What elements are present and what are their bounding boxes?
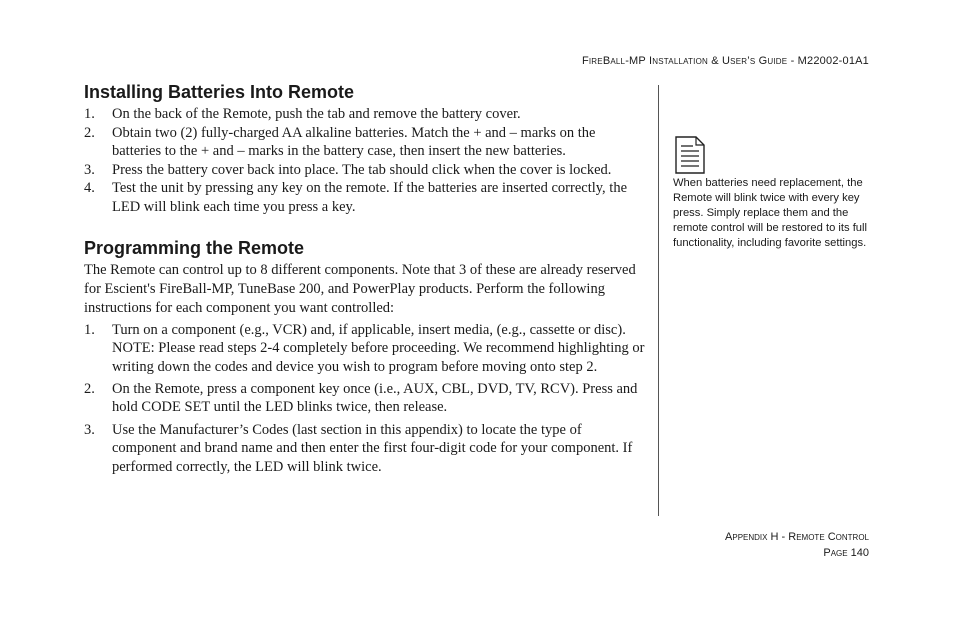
running-header: FireBall-MP Installation & User’s Guide - M22002-01A1 — [581, 55, 869, 67]
list-item — [84, 321, 646, 377]
list-item — [84, 380, 646, 417]
step-number: 4. — [84, 180, 95, 197]
programming-steps-list — [84, 321, 646, 477]
step-text: Use the Manufacturer’s Codes (last section in this appendix) to locate the type of component and brand name and then enter the first four-digit code for your component. If performed correctly, the LED will blink twice. — [112, 421, 633, 475]
section-intro: The Remote can control up to 8 different components. Note that 3 of these are already reserved for Escient's FireBall-MP, TuneBase 200, and PowerPlay products. Perform the following instructions for each component you want controlled: — [84, 261, 636, 316]
note-text: When batteries need replacement, the Remote will blink twice with every key press. Simply replace them and the remote control will be restored to its full functionality, including favorite settings. — [673, 177, 867, 249]
step-number: 3. — [84, 161, 95, 178]
list-item — [84, 124, 646, 161]
step-text: Obtain two (2) fully-charged AA alkaline batteries. Match the + and – marks on the batteries to the + and – marks in the battery case, then insert the new batteries. — [112, 124, 596, 160]
step-number: 3. — [84, 421, 95, 438]
step-number: 1. — [84, 106, 95, 122]
step-text: Press the battery cover back into place. The tab should click when the cover is locked. — [112, 161, 612, 178]
step-number: 2. — [84, 124, 95, 141]
list-item — [84, 179, 646, 216]
sidebar-note — [673, 136, 873, 251]
step-number: 1. — [84, 321, 95, 338]
note-icon — [675, 136, 705, 174]
step-text: Test the unit by pressing any key on the remote. If the batteries are inserted correctly, the LED will blink each time you press a key. — [112, 180, 628, 215]
list-item — [84, 161, 646, 180]
page-number: Page 140 — [823, 546, 869, 559]
column-divider — [658, 85, 659, 516]
list-item — [84, 421, 646, 477]
list-item — [84, 105, 646, 124]
battery-steps-list — [84, 105, 646, 217]
step-number: 2. — [84, 380, 95, 397]
section-heading-programming: Programming the Remote — [84, 237, 305, 258]
step-text: On the back of the Remote, push the tab and remove the battery cover. — [112, 106, 521, 122]
running-footer — [725, 530, 869, 561]
section-heading-batteries: Installing Batteries Into Remote — [84, 82, 355, 102]
step-text: Turn on a component (e.g., VCR) and, if applicable, insert media, (e.g., cassette or disc). NOTE: Please read steps 2-4 completely before proceeding. We recommend highlighting or writing down the codes and device you wish to program before moving onto step 2. — [112, 321, 645, 375]
footer-section: Appendix H - Remote Control — [725, 531, 869, 543]
step-text: On the Remote, press a component key once (i.e., AUX, CBL, DVD, TV, RCV). Press and hold CODE SET until the LED blinks twice, then release. — [112, 380, 638, 416]
main-content — [84, 81, 646, 480]
